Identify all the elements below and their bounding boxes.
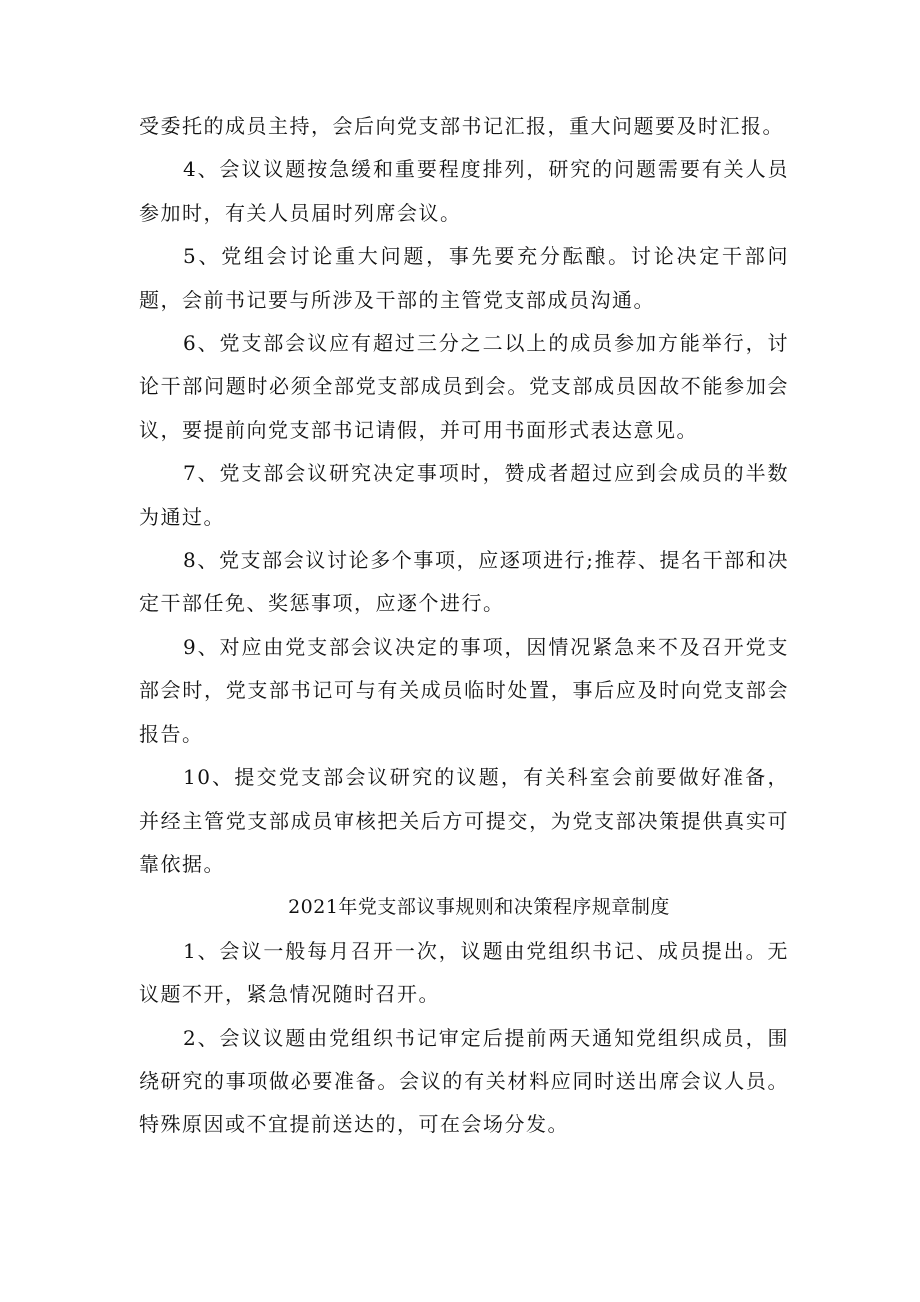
paragraph-item-6: 6、党支部会议应有超过三分之二以上的成员参加方能举行，讨论干部问题时必须全部党支部成员到会。党支部成员因故不能参加会议，要提前向党支部书记请假，并可用书面形式表达意见。 bbox=[139, 331, 789, 442]
section-paragraph-item-2: 2、会议议题由党组织书记审定后提前两天通知党组织成员，围绕研究的事项做必要准备。会议的有关材料应同时送出席会议人员。特殊原因或不宜提前送达的，可在会场分发。 bbox=[139, 1025, 789, 1137]
paragraph-item-5: 5、党组会讨论重大问题，事先要充分酝酿。讨论决定干部问题，会前书记要与所涉及干部的主管党支部成员沟通。 bbox=[139, 244, 789, 312]
paragraph-item-7: 7、党支部会议研究决定事项时，赞成者超过应到会成员的半数为通过。 bbox=[139, 461, 789, 529]
document-body bbox=[139, 105, 789, 1147]
paragraph-item-4: 4、会议议题按急缓和重要程度排列，研究的问题需要有关人员参加时，有关人员届时列席会议。 bbox=[139, 157, 789, 225]
paragraph-item-8: 8、党支部会议讨论多个事项，应逐项进行;推荐、提名干部和决定干部任免、奖惩事项，应逐个进行。 bbox=[139, 548, 789, 616]
section-title: 2021年党支部议事规则和决策程序规章制度 bbox=[288, 896, 670, 919]
paragraph-continuation: 受委托的成员主持，会后向党支部书记汇报，重大问题要及时汇报。 bbox=[139, 114, 784, 138]
paragraph-item-9: 9、对应由党支部会议决定的事项，因情况紧急来不及召开党支部会时，党支部书记可与有关成员临时处置，事后应及时向党支部会报告。 bbox=[139, 634, 789, 746]
section-paragraph-item-1: 1、会议一般每月召开一次，议题由党组织书记、成员提出。无议题不开，紧急情况随时召开。 bbox=[139, 938, 789, 1007]
paragraph-item-10: 10、提交党支部会议研究的议题，有关科室会前要做好准备，并经主管党支部成员审核把关后方可提交，为党支部决策提供真实可靠依据。 bbox=[139, 765, 789, 876]
